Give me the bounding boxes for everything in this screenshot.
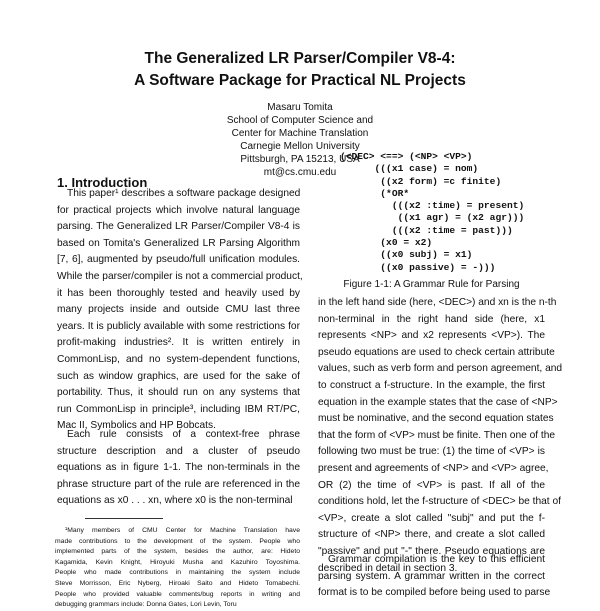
figure-grammar-rule <box>340 151 524 274</box>
text-line: that the form of <VP> must be finite. Then one of the <box>318 429 556 441</box>
text-line: structure description and a cluster of pseudo <box>57 445 300 457</box>
right-paragraph-1 <box>318 295 563 577</box>
author-affiliation: Center for Machine Translation <box>231 128 369 139</box>
text-line: for practical projects which involve natural language <box>57 204 300 216</box>
paper-title-line-1: The Generalized LR Parser/Compiler V8-4: <box>144 50 456 67</box>
code-line: (x0 = x2) <box>340 237 433 249</box>
text-line: to construct a f-structure. In the example, the first <box>318 379 545 391</box>
text-line: CommonLisp, and no system-dependent functions, <box>57 353 300 365</box>
code-line: ((x2 form) =c finite) <box>340 175 502 187</box>
text-line: many projects inside and outside CMU last three <box>57 304 300 316</box>
text-line: OR (2) the time of <VP> is past. If all of the <box>318 479 545 491</box>
author-address: Pittsburgh, PA 15213, USA <box>240 154 360 165</box>
text-line: implemented parts of the system, besides the author, are: Hideto <box>55 548 300 556</box>
text-line: non-terminal in the right hand side (here, x1 <box>318 313 545 325</box>
text-line: [7, 6], augmented by pseudo/full unification modules. <box>57 254 300 266</box>
section-heading: 1. Introduction <box>57 175 148 190</box>
text-line: it has been thoroughly tested and heavily used by <box>57 287 300 299</box>
text-line: run CommonLisp in principle³, including IBM RT/PC, <box>57 403 300 415</box>
text-line: years. It is publicly available with some restrictions for <box>57 320 300 332</box>
text-line: represents <NP> and x2 represents <VP>). The <box>318 330 545 342</box>
text-line: Each rule consists of a context-free phrase <box>67 429 300 440</box>
text-line: Kagamida, Kevin Knight, Hiroyuki Musha and Kazuhiro Toyoshima. <box>55 558 300 566</box>
text-line: pseudo equations are used to check certain attribute <box>318 346 555 358</box>
text-line: portability. Thus, it should run on any systems that <box>57 387 300 399</box>
text-line: based on Tomita's Generalized LR Parsing Algorithm <box>57 237 300 249</box>
text-line: People who provided valuable comments/bug reports in writing and <box>55 590 300 598</box>
intro-paragraph-1 <box>57 186 303 435</box>
text-line: equation in the example states that the case of <NP> <box>318 396 558 408</box>
author-affiliation: School of Computer Science and <box>226 115 374 126</box>
text-line: parsing system. A grammar written in the correct <box>318 570 545 582</box>
text-line: profit-making industries². It is written entirely in <box>57 337 300 349</box>
text-line: structure of <NP> there, and create a slot called <box>318 529 545 541</box>
author-affiliation: Carnegie Mellon University <box>240 141 360 152</box>
text-line: equations as in figure 1-1. The non-terminals in the <box>57 462 300 474</box>
code-line: ((x0 subj) = x1) <box>340 249 473 261</box>
code-line: (((x2 :time = past))) <box>340 224 513 236</box>
text-line: While the parser/compiler is not a commercial product, <box>57 270 303 282</box>
text-line: Grammar compilation is the key to this efficient <box>328 554 545 565</box>
text-line: "passive" and put "-" there. Pseudo equations are <box>318 545 545 557</box>
right-paragraph-2 <box>318 552 551 602</box>
text-line: Steve Morrisson, Eric Nyberg, Hiroaki Saito and Hideto Tomabechi. <box>55 579 300 587</box>
code-line: ((x0 passive) = -))) <box>340 261 496 273</box>
text-line: format is to be compiled before being used to parse <box>318 587 551 599</box>
text-line: following two must be true: (1) the time of <VP> is <box>318 446 545 458</box>
text-line: made contributions to the development of the system. People who <box>55 537 300 545</box>
text-line: must be nominative, and the second equation states <box>318 413 554 425</box>
footnote-rule <box>85 518 163 519</box>
text-line: This paper¹ describes a software package designed <box>67 188 301 199</box>
text-line: <VP>, create a slot called "subj" and put the f- <box>318 512 545 524</box>
text-line: described in detail in section 3. <box>318 562 458 574</box>
code-line: (((x1 case) = nom) <box>340 163 479 175</box>
code-line: ((x1 agr) = (x2 agr))) <box>340 212 525 224</box>
paper-title-line-2: A Software Package for Practical NL Projects <box>134 72 466 89</box>
text-line: equations as x0 . . . xn, where x0 is the non-terminal <box>57 495 293 507</box>
code-line: (<DEC> <==> (<NP> <VP>) <box>340 151 473 162</box>
text-line: debugging grammars include: Donna Gates, Lori Levin, Toru <box>55 601 237 609</box>
text-line: in the left hand side (here, <DEC>) and xn is the n-th <box>318 297 557 308</box>
text-line: values, such as verb form and person agreement, and <box>318 363 563 375</box>
text-line: phrase structure part of the rule are referenced in the <box>57 478 300 490</box>
text-line: ¹Many members of CMU Center for Machine Translation have <box>65 527 300 534</box>
text-line: present and agreements of <NP> and <VP> agree, <box>318 462 549 474</box>
code-line: (*OR* <box>340 187 410 199</box>
text-line: such as window graphics, are used for the sake of <box>57 370 300 382</box>
figure-caption: Figure 1-1: A Grammar Rule for Parsing <box>343 279 520 290</box>
text-line: conditions hold, let the f-structure of <DEC> be that of <box>318 496 561 508</box>
author-name: Masaru Tomita <box>267 102 333 113</box>
code-line: (((x2 :time) = present) <box>340 200 525 212</box>
text-line: People who made contributions in maintaining the system include <box>55 569 300 577</box>
author-email: mt@cs.cmu.edu <box>263 167 337 178</box>
intro-paragraph-2 <box>57 427 300 510</box>
text-line: parsing. The Generalized LR Parser/Compiler V8-4 is <box>57 221 300 233</box>
footnote <box>55 526 300 611</box>
text-line: Mac II, Symbolics and HP Bobcats. <box>57 420 216 432</box>
